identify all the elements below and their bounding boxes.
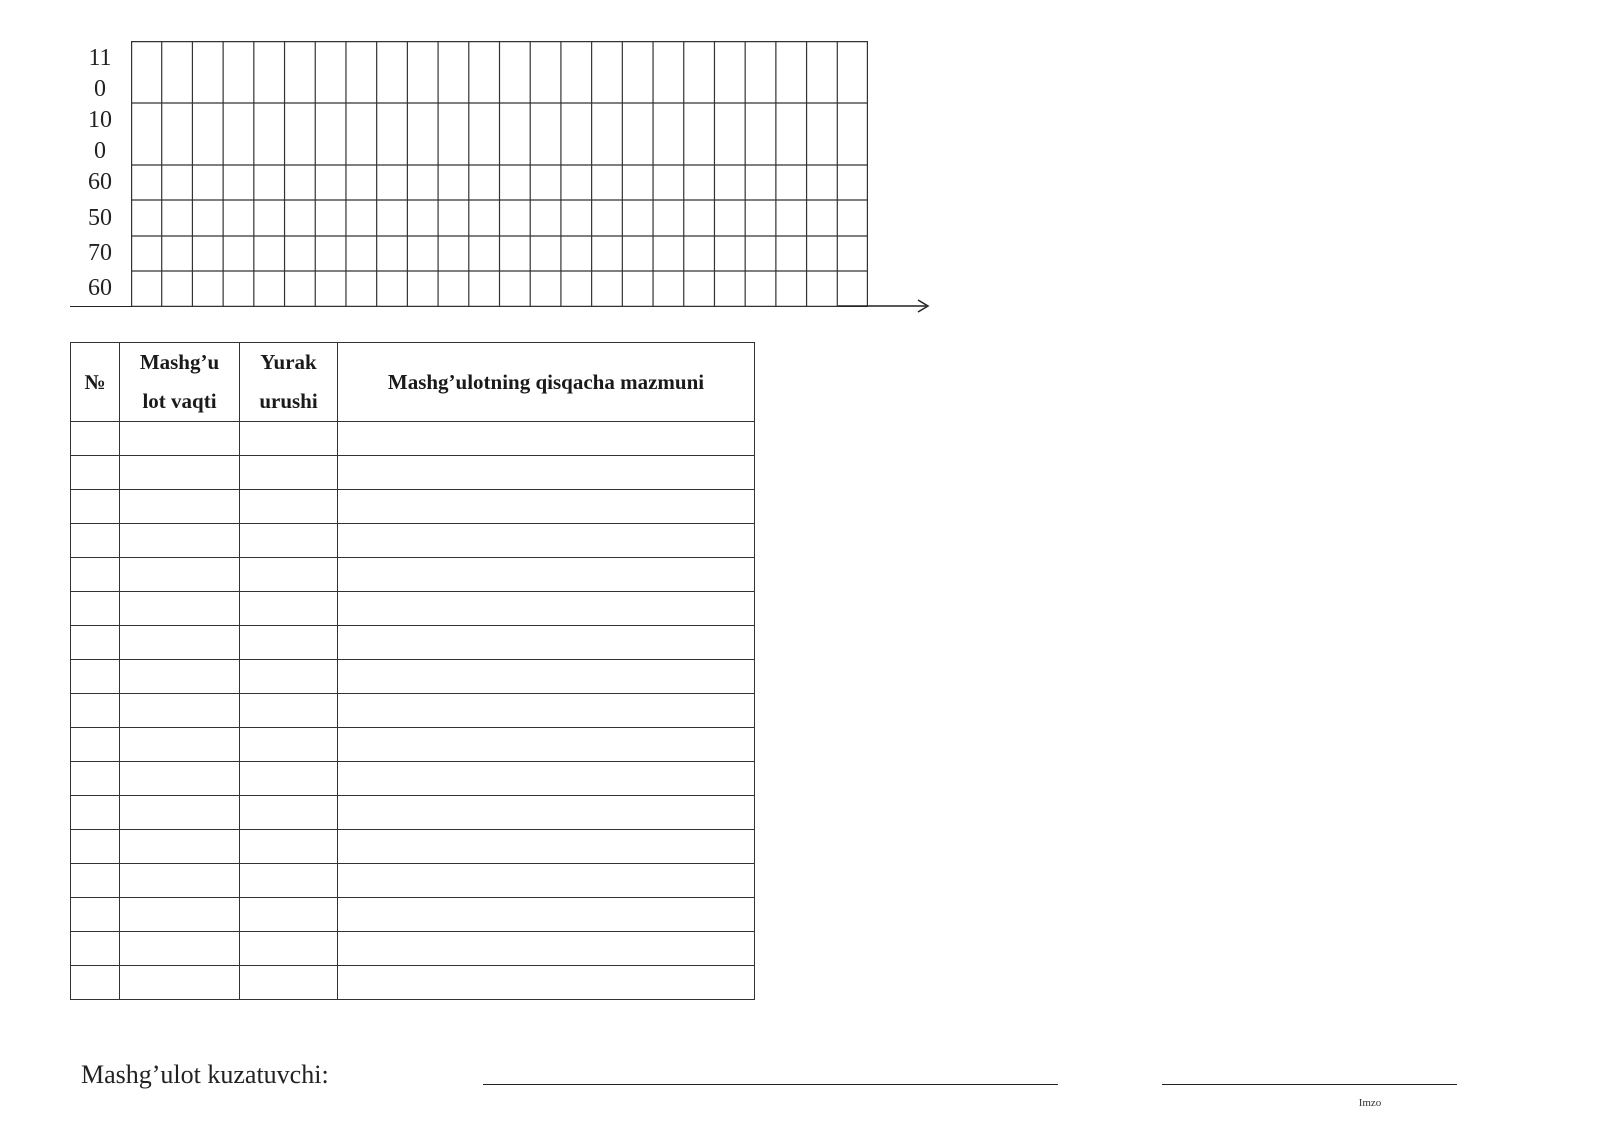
cell-pulse[interactable] [240, 524, 338, 558]
signature-line [1162, 1084, 1457, 1085]
cell-time[interactable] [120, 728, 240, 762]
table-row [71, 966, 755, 1000]
table-header-row [71, 343, 755, 422]
cell-time[interactable] [120, 966, 240, 1000]
table-row [71, 592, 755, 626]
cell-number[interactable] [71, 592, 120, 626]
x-axis-arrow-icon [838, 297, 934, 315]
header-time [120, 343, 240, 422]
cell-description[interactable] [338, 966, 755, 1000]
cell-number[interactable] [71, 830, 120, 864]
cell-pulse[interactable] [240, 694, 338, 728]
cell-pulse[interactable] [240, 660, 338, 694]
cell-time[interactable] [120, 660, 240, 694]
table-row [71, 558, 755, 592]
cell-pulse[interactable] [240, 422, 338, 456]
cell-description[interactable] [338, 728, 755, 762]
cell-number[interactable] [71, 898, 120, 932]
cell-time[interactable] [120, 932, 240, 966]
cell-description[interactable] [338, 694, 755, 728]
header-pulse-line1: Yurak [260, 350, 317, 374]
cell-pulse[interactable] [240, 762, 338, 796]
header-time-line1: Mashg’u [139, 350, 220, 374]
chart-grid [131, 41, 868, 307]
signature-caption: Imzo [1358, 1097, 1382, 1109]
header-description-label: Mashg’ulotning qisqacha mazmuni [387, 369, 705, 394]
table-row [71, 524, 755, 558]
cell-time[interactable] [120, 796, 240, 830]
cell-pulse[interactable] [240, 796, 338, 830]
table-row [71, 660, 755, 694]
cell-number[interactable] [71, 864, 120, 898]
table-row [71, 694, 755, 728]
training-log-table [70, 342, 755, 1000]
y-axis-label: 0 [94, 138, 106, 164]
cell-description[interactable] [338, 830, 755, 864]
table-row [71, 490, 755, 524]
cell-pulse[interactable] [240, 830, 338, 864]
cell-pulse[interactable] [240, 932, 338, 966]
y-axis-label: 10 [88, 107, 112, 133]
cell-pulse[interactable] [240, 966, 338, 1000]
cell-number[interactable] [71, 626, 120, 660]
cell-number[interactable] [71, 932, 120, 966]
header-pulse-line2: urushi [259, 389, 318, 413]
table-row [71, 626, 755, 660]
table-row [71, 728, 755, 762]
cell-description[interactable] [338, 422, 755, 456]
table-body [71, 422, 755, 1000]
header-description [338, 343, 755, 422]
cell-number[interactable] [71, 966, 120, 1000]
cell-number[interactable] [71, 524, 120, 558]
cell-description[interactable] [338, 796, 755, 830]
cell-number[interactable] [71, 422, 120, 456]
cell-pulse[interactable] [240, 490, 338, 524]
header-number-label: № [84, 369, 106, 394]
table-row [71, 864, 755, 898]
header-time-line2: lot vaqti [142, 389, 217, 413]
cell-pulse[interactable] [240, 456, 338, 490]
cell-description[interactable] [338, 864, 755, 898]
x-axis-line [70, 306, 132, 307]
cell-number[interactable] [71, 728, 120, 762]
header-number [71, 343, 120, 422]
cell-pulse[interactable] [240, 626, 338, 660]
cell-time[interactable] [120, 524, 240, 558]
cell-time[interactable] [120, 626, 240, 660]
cell-number[interactable] [71, 558, 120, 592]
cell-time[interactable] [120, 762, 240, 796]
y-axis-label: 50 [88, 205, 112, 231]
chart-grid-lines [131, 41, 868, 307]
table-row [71, 762, 755, 796]
cell-time[interactable] [120, 558, 240, 592]
observer-name-line [483, 1084, 1058, 1085]
y-axis-label: 70 [88, 240, 112, 266]
table-row [71, 422, 755, 456]
cell-description[interactable] [338, 524, 755, 558]
y-axis-label: 0 [94, 76, 106, 102]
cell-description[interactable] [338, 592, 755, 626]
cell-number[interactable] [71, 694, 120, 728]
table-row [71, 932, 755, 966]
cell-time[interactable] [120, 898, 240, 932]
cell-time[interactable] [120, 592, 240, 626]
cell-number[interactable] [71, 762, 120, 796]
cell-pulse[interactable] [240, 728, 338, 762]
cell-time[interactable] [120, 694, 240, 728]
observer-label: Mashg’ulot kuzatuvchi: [81, 1060, 329, 1089]
pulse-chart [0, 0, 960, 320]
table-row [71, 830, 755, 864]
cell-number[interactable] [71, 660, 120, 694]
cell-number[interactable] [71, 456, 120, 490]
cell-pulse[interactable] [240, 864, 338, 898]
cell-number[interactable] [71, 490, 120, 524]
cell-description[interactable] [338, 626, 755, 660]
table-row [71, 796, 755, 830]
y-axis-label: 11 [88, 45, 112, 71]
cell-description[interactable] [338, 660, 755, 694]
cell-time[interactable] [120, 490, 240, 524]
table-row [71, 898, 755, 932]
cell-description[interactable] [338, 932, 755, 966]
cell-pulse[interactable] [240, 898, 338, 932]
cell-description[interactable] [338, 456, 755, 490]
cell-number[interactable] [71, 796, 120, 830]
header-pulse [240, 343, 338, 422]
table-row [71, 456, 755, 490]
cell-description[interactable] [338, 490, 755, 524]
cell-pulse[interactable] [240, 558, 338, 592]
cell-time[interactable] [120, 830, 240, 864]
cell-description[interactable] [338, 898, 755, 932]
cell-description[interactable] [338, 762, 755, 796]
cell-time[interactable] [120, 456, 240, 490]
y-axis-label: 60 [88, 275, 112, 301]
cell-time[interactable] [120, 422, 240, 456]
y-axis-label: 60 [88, 169, 112, 195]
cell-time[interactable] [120, 864, 240, 898]
cell-pulse[interactable] [240, 592, 338, 626]
cell-description[interactable] [338, 558, 755, 592]
